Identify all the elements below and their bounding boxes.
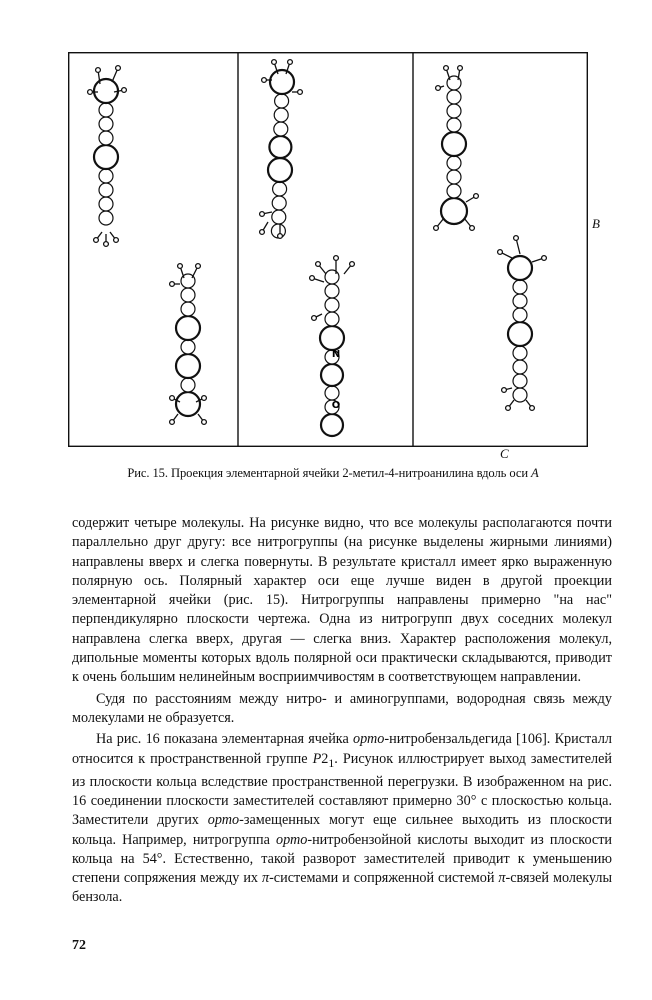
body-text [72, 514, 612, 908]
paragraph-1: содержит четыре молекулы. На рисунке видно, что все молекулы располагаются почти параллельно друг другу: все нитрогруппы (на рисунке выделены жирными линиями) направлены вверх и слегка повернуты. В результате кристалл имеет ярко выраженную полярную ось. Полярный характер оси еще лучше виден в другой проекции элементарной ячейки (рис. 15). Нитрогруппы направлены примерно "на нас" перпендикулярно плоскости чертежа. Одна из нитрогрупп двух соседних молекул направлена слегка вверх, другая — слегка вниз. Характер расположения молекул, дипольные моменты которых вдоль полярной оси практически складываются, приводит к очень большим нелинейным восприимчивостям в соответствующем направлении. [72, 515, 612, 686]
p3-text: -нитробензальдегида [106]. Кристалл относится к пространственной группе [72, 731, 612, 767]
hydrogen-atom [260, 230, 265, 235]
heavy-atom [321, 364, 343, 386]
hydrogen-atom [272, 60, 277, 65]
carbon-atom [447, 170, 461, 184]
page-number: 72 [72, 938, 86, 953]
hydrogen-atom [260, 212, 265, 217]
carbon-atom [181, 302, 195, 316]
carbon-atom [325, 298, 339, 312]
carbon-atom [447, 156, 461, 170]
carbon-atom [513, 280, 527, 294]
carbon-atom [99, 117, 113, 131]
axis-c-label: C [500, 446, 509, 461]
carbon-atom [447, 104, 461, 118]
carbon-atom [274, 108, 288, 122]
carbon-atom [325, 312, 339, 326]
hydrogen-atom [94, 238, 99, 243]
heavy-atom [269, 136, 291, 158]
crystal-projection-figure [68, 52, 600, 461]
hydrogen-atom [88, 90, 93, 95]
hydrogen-atom [298, 90, 303, 95]
hydrogen-atom [312, 316, 317, 321]
hydrogen-atom [334, 256, 339, 261]
carbon-atom [181, 378, 195, 392]
heavy-atom [176, 354, 200, 378]
p3-text: -системами и сопряженной системой [269, 870, 499, 887]
p3-ortho-1: орто [353, 731, 385, 748]
carbon-atom [274, 122, 288, 136]
hydrogen-atom [434, 226, 439, 231]
hydrogen-atom [444, 66, 449, 71]
carbon-atom [99, 183, 113, 197]
hydrogen-atom [542, 256, 547, 261]
hydrogen-atom [498, 250, 503, 255]
heavy-atom [442, 132, 466, 156]
carbon-atom [181, 340, 195, 354]
hydrogen-atom [530, 406, 535, 411]
carbon-atom [99, 211, 113, 225]
heavy-atom [320, 326, 344, 350]
carbon-atom [275, 94, 289, 108]
hydrogen-atom [436, 86, 441, 91]
carbon-atom [99, 103, 113, 117]
atom-o-label: O [331, 400, 341, 411]
hydrogen-atom [116, 66, 121, 71]
heavy-atom [268, 158, 292, 182]
carbon-atom [513, 308, 527, 322]
axis-b-label: B [592, 216, 600, 231]
carbon-atom [273, 182, 287, 196]
p3-space-group: P [312, 750, 322, 767]
hydrogen-atom [202, 420, 207, 425]
p3-pi-2: π [498, 870, 506, 887]
carbon-atom [272, 210, 286, 224]
carbon-atom [325, 386, 339, 400]
hydrogen-atom [170, 282, 175, 287]
p3-text: . Рисунок иллюстрирует выход заместителей из плоскости кольца вследствие пространственной перегрузки. В изображенном на рис. 16 соединении плоскости заместителей составляют примерно 30° с плоскостью кольца. Заместители других [72, 750, 613, 829]
p3-space-group-sub: 1 [328, 755, 335, 770]
hydrogen-atom [262, 78, 267, 83]
carbon-atom [99, 131, 113, 145]
carbon-atom [99, 169, 113, 183]
p3-pi-1: π [261, 870, 270, 887]
p3-text: -связей молекулы бензола. [72, 870, 613, 906]
p3-text: -замещенных могут еще сильнее выходить из плоскости кольца. Например, нитрогруппа [72, 812, 612, 848]
hydrogen-atom [470, 226, 475, 231]
heavy-atom [176, 392, 200, 416]
hydrogen-atom [202, 396, 207, 401]
carbon-atom [447, 90, 461, 104]
hydrogen-atom [104, 242, 109, 247]
hydrogen-atom [514, 236, 519, 241]
hydrogen-atom [122, 88, 127, 93]
paragraph-2: Судя по расстояниям между нитро- и аминогруппами, водородная связь между молекулами не образуется. [72, 690, 612, 726]
carbon-atom [513, 388, 527, 402]
hydrogen-atom [506, 406, 511, 411]
hydrogen-atom [310, 276, 315, 281]
molecules-group [88, 60, 547, 436]
p3-space-group-num: 2 [321, 750, 329, 767]
p3-text: -нитробензойной кислоты выходит из плоскости кольца на 54°. Естественно, такой разворот заместителей приводит к уменьшению степени сопряжения между их [72, 831, 612, 887]
hydrogen-atom [178, 264, 183, 269]
carbon-atom [272, 196, 286, 210]
hydrogen-atom [316, 262, 321, 267]
carbon-atom [513, 360, 527, 374]
carbon-atom [513, 346, 527, 360]
heavy-atom [94, 79, 118, 103]
caption-axis: A [531, 466, 539, 480]
hydrogen-atom [96, 68, 101, 73]
figure-caption [68, 466, 598, 481]
heavy-atom [508, 256, 532, 280]
carbon-atom [447, 118, 461, 132]
p3-text: На рис. 16 показана элементарная ячейка [96, 731, 354, 748]
p3-ortho-3: орто [276, 831, 308, 848]
heavy-atom [94, 145, 118, 169]
heavy-atom [176, 316, 200, 340]
heavy-atom [508, 322, 532, 346]
heavy-atom [270, 70, 294, 94]
carbon-atom [181, 288, 195, 302]
hydrogen-atom [458, 66, 463, 71]
caption-text: Рис. 15. Проекция элементарной ячейки 2-метил-4-нитроанилина вдоль оси [127, 466, 532, 480]
hydrogen-atom [278, 234, 283, 239]
carbon-atom [325, 284, 339, 298]
carbon-atom [447, 184, 461, 198]
carbon-atom [325, 270, 339, 284]
hydrogen-atom [350, 262, 355, 267]
heavy-atom [441, 198, 467, 224]
carbon-atom [99, 197, 113, 211]
hydrogen-atom [170, 420, 175, 425]
hydrogen-atom [288, 60, 293, 65]
hydrogen-atom [502, 388, 507, 393]
figure-drawing [68, 52, 588, 447]
hydrogen-atom [114, 238, 119, 243]
hydrogen-atom [196, 264, 201, 269]
atom-n-label: N [331, 349, 341, 360]
hydrogen-atom [474, 194, 479, 199]
hydrogen-atom [170, 396, 175, 401]
carbon-atom [513, 294, 527, 308]
carbon-atom [513, 374, 527, 388]
paragraph-3 [72, 730, 612, 908]
p3-ortho-2: орто [207, 812, 240, 829]
heavy-atom [321, 414, 343, 436]
